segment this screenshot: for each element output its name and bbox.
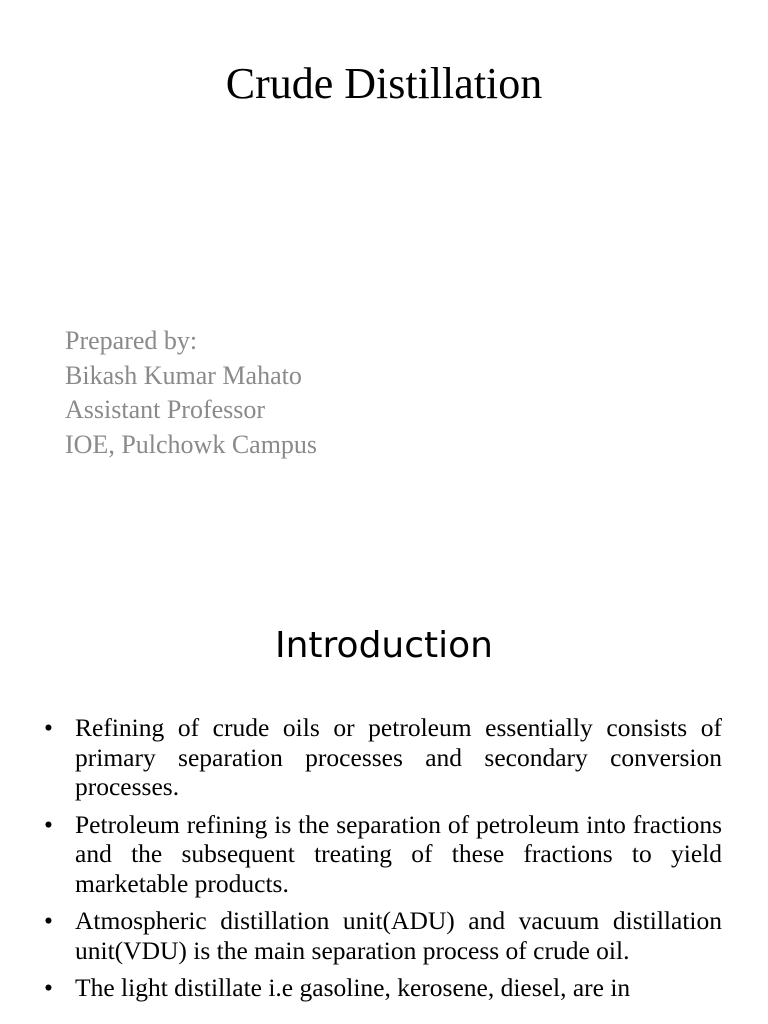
bullet-text: Refining of crude oils or petroleum essentially consists of primary separation processes and secondary conversion processes. bbox=[75, 713, 722, 801]
slide-introduction bbox=[0, 576, 768, 1024]
bullet-text: The light distillate i.e gasoline, kerosene, diesel, are in bbox=[75, 973, 631, 1002]
bullet-list bbox=[42, 713, 722, 1011]
author-line: Bikash Kumar Mahato bbox=[65, 360, 302, 390]
author-block bbox=[65, 324, 317, 462]
bullet-icon: • bbox=[44, 973, 53, 1002]
author-line: Assistant Professor bbox=[65, 395, 266, 424]
bullet-item bbox=[42, 906, 722, 965]
bullet-icon: • bbox=[44, 809, 53, 839]
bullet-item bbox=[42, 810, 722, 899]
bullet-item bbox=[42, 973, 722, 1003]
bullet-icon: • bbox=[44, 906, 53, 935]
author-line: Prepared by: bbox=[65, 326, 198, 355]
bullet-text: Atmospheric distillation unit(ADU) and vacuum distillation unit(VDU) is the main separation process of crude oil. bbox=[75, 906, 722, 965]
bullet-item bbox=[42, 713, 722, 802]
bullet-text: Petroleum refining is the separation of petroleum into fractions and the subsequent treating of these fractions to yield marketable products. bbox=[75, 809, 722, 898]
slide-title-heading: Crude Distillation bbox=[225, 59, 543, 108]
slide-heading: Introduction bbox=[274, 625, 493, 666]
author-line: IOE, Pulchowk Campus bbox=[65, 429, 318, 459]
bullet-icon: • bbox=[44, 713, 53, 742]
